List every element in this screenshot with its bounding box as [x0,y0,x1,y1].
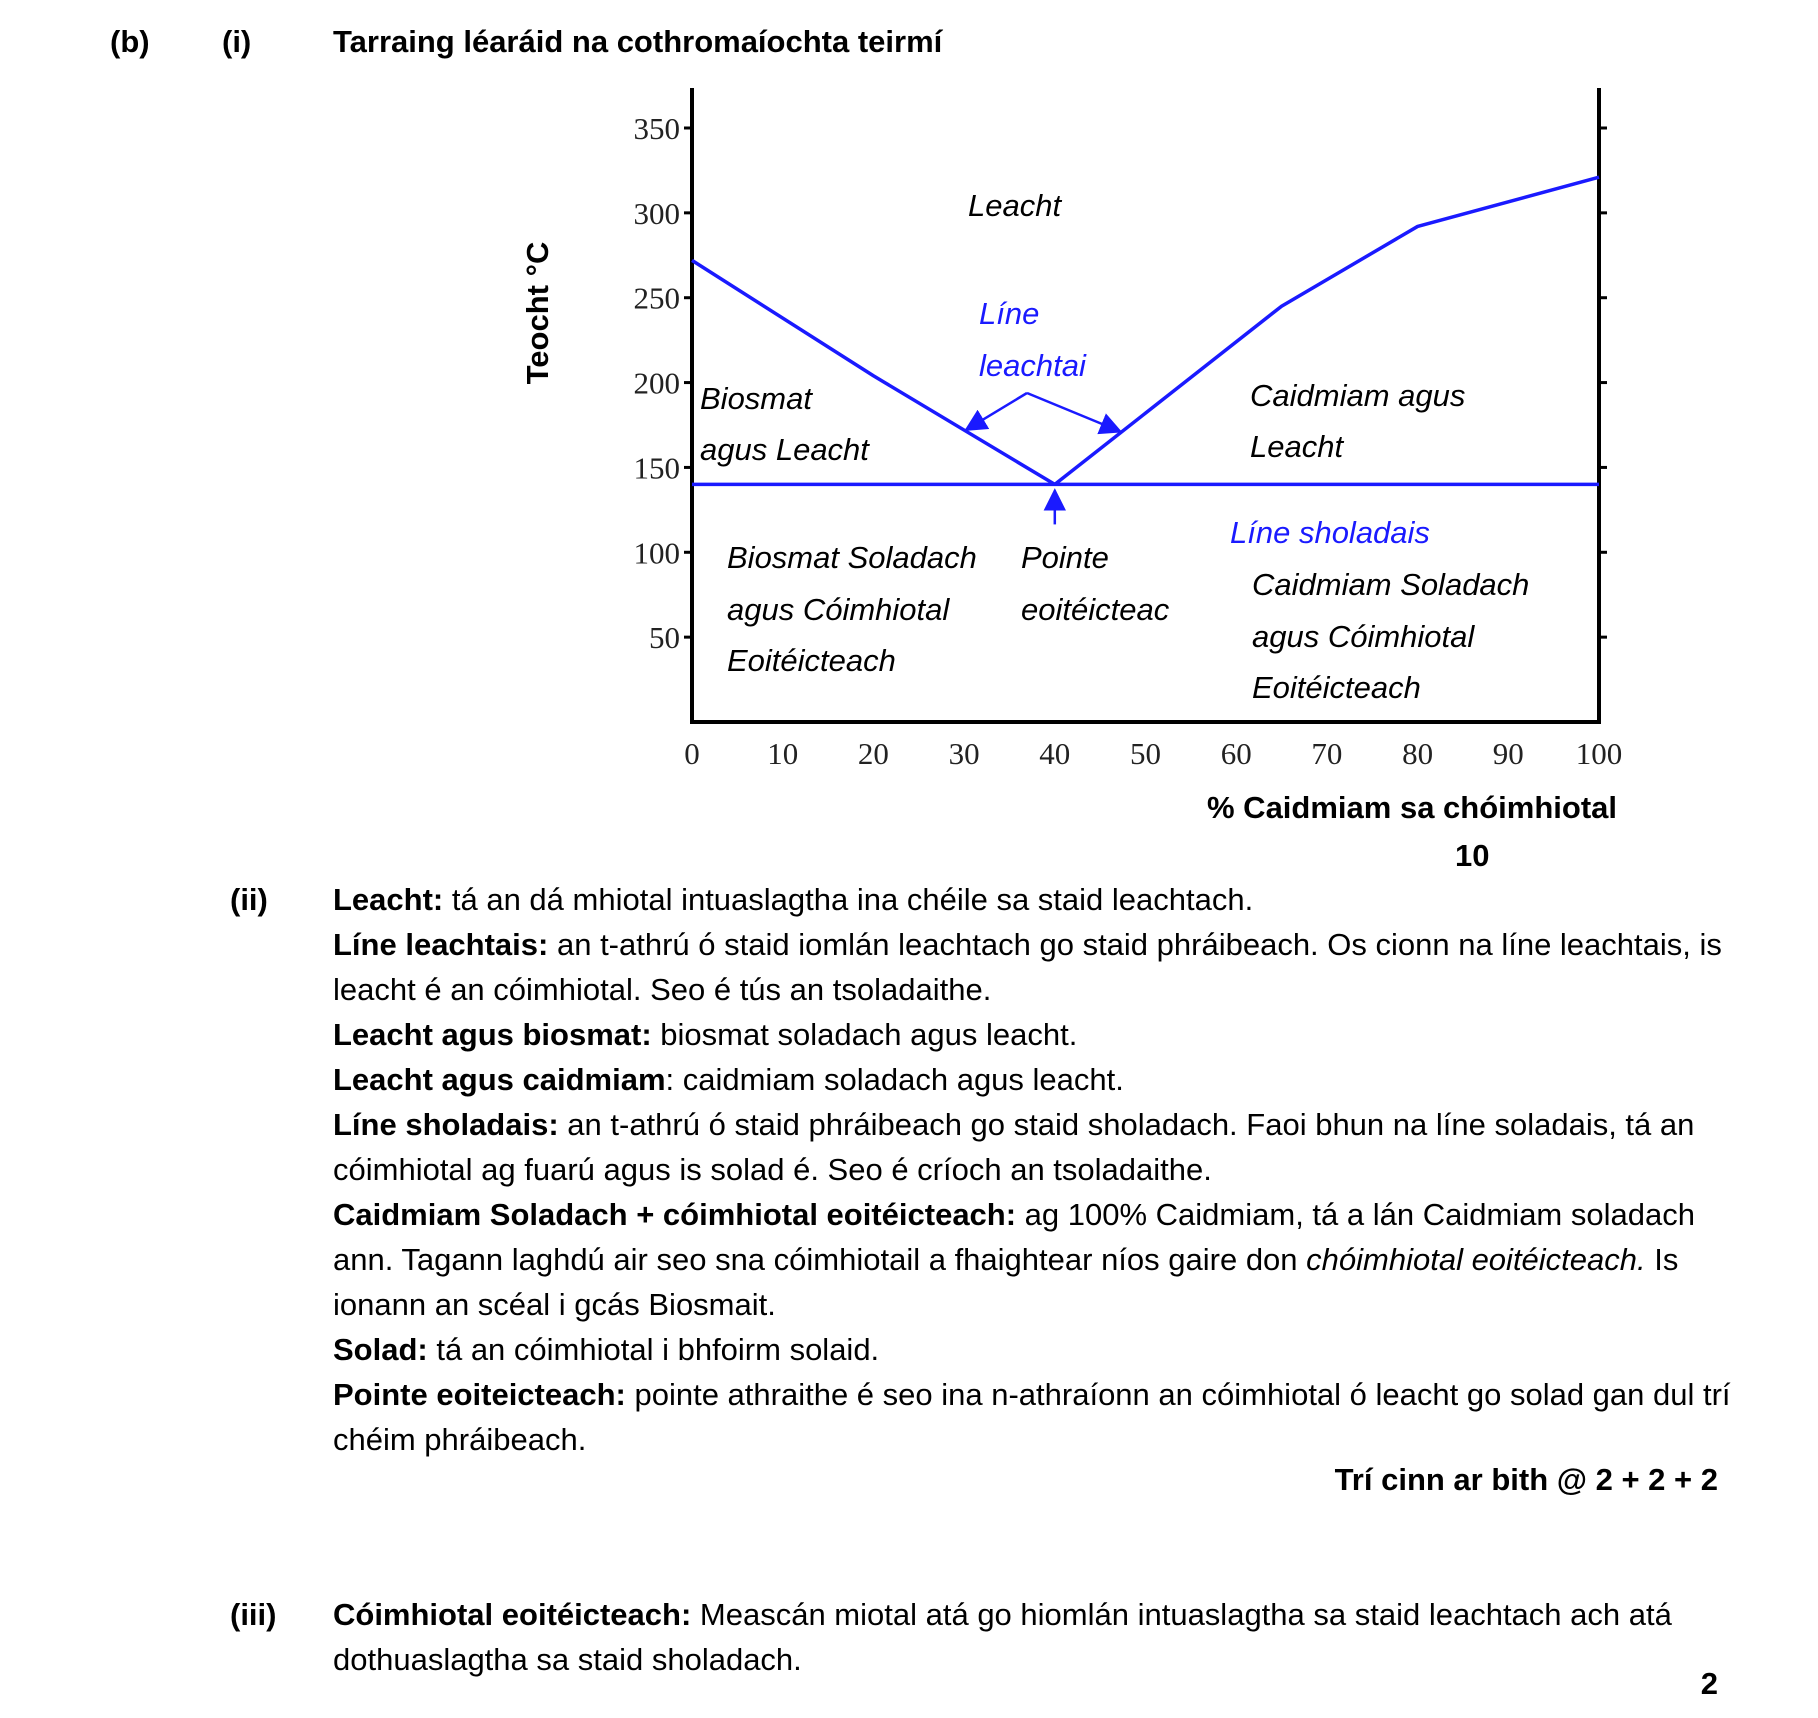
liquidus-arrow-right [1027,393,1120,431]
x-tick-label-30: 30 [948,736,980,771]
x-tick-label-0: 0 [684,736,700,771]
def-pointe: pointe athraithe é seo ina n-athraíonn an cóimhiotal ó leacht go solad gan dul trí chéim phráibeach. [333,1377,1731,1457]
entry-line-leachtais [333,922,1733,1012]
term-leacht: Leacht: [333,882,444,917]
x-tick-label-60: 60 [1220,736,1252,771]
part-ii-body [333,877,1733,1462]
liquidus-arrow-left [966,393,1027,430]
part-iii-marks: 2 [1700,1666,1718,1701]
part-iii-body [333,1592,1733,1682]
part-i-label: (i) [222,24,252,59]
label-cd-liquid-2: Leacht [1250,429,1344,464]
label-bi-solid-2: agus Cóimhiotal [727,592,950,627]
x-axis-title: % Caidmiam sa chóimhiotal [1207,790,1617,825]
def-leacht-biosmat: biosmat soladach agus leacht. [651,1017,1078,1052]
chart-labels [700,188,1529,705]
y-tick-label-200: 200 [633,365,680,401]
def-line-sholadais: an t-athrú ó staid phráibeach go staid sholadach. Faoi bhun na líne soladais, tá an cóimhiotal ag fuarú agus is solad é. Seo é críoch an tsoladaithe. [333,1107,1695,1187]
part-ii-marks: Trí cinn ar bith @ 2 + 2 + 2 [1334,1462,1718,1497]
def-coimhiotal: Meascán miotal atá go hiomlán intuaslagtha sa staid leachtach ach atá dothuaslagtha sa staid sholadach. [333,1597,1672,1677]
entry-solad [333,1327,1733,1372]
x-tick-label-90: 90 [1492,736,1524,771]
term-pointe: Pointe eoiteicteach: [333,1377,626,1412]
label-cd-solid-3: Eoitéicteach [1252,670,1421,705]
chart-axes [520,88,1622,825]
label-bi-solid-3: Eoitéicteach [727,643,896,678]
y-axis-title: Teocht °C [520,241,555,385]
label-cd-solid-2: agus Cóimhiotal [1252,619,1475,654]
x-tick-label-40: 40 [1039,736,1071,771]
y-tick-label-300: 300 [633,195,680,231]
x-tick-label-70: 70 [1311,736,1343,771]
term-coimhiotal: Cóimhiotal eoitéicteach: [333,1597,692,1632]
label-bi-liquid-1: Biosmat [700,381,812,416]
x-tick-label-50: 50 [1130,736,1161,771]
x-tick-label-100: 100 [1575,736,1623,771]
entry-leacht [333,877,1733,922]
part-iii-label: (iii) [230,1597,277,1632]
y-tick-label-250: 250 [633,280,680,316]
label-cd-liquid-1: Caidmiam agus [1250,378,1466,413]
y-tick-label-150: 150 [633,450,680,486]
phase-diagram [0,0,1818,840]
def-caidmiam-a: ag 100% Caidmiam, tá a lán Caidmiam soladach ann. Tagann laghdú air seo sna cóimhiotail a fhaightear níos gaire don [333,1197,1695,1277]
x-tick-label-20: 20 [857,736,889,771]
entry-line-sholadais [333,1102,1733,1192]
label-solidus: Líne sholadais [1230,515,1430,550]
label-bi-solid-1: Biosmat Soladach [727,540,977,575]
y-tick-label-100: 100 [633,535,680,571]
label-eutectic-1: Pointe [1021,540,1109,575]
label-cd-solid-1: Caidmiam Soladach [1252,567,1530,602]
label-liquid: Leacht [968,188,1062,223]
label-eutectic-2: eoitéicteac [1021,592,1170,627]
entry-caidmiam-soladach [333,1192,1733,1327]
term-leacht-biosmat: Leacht agus biosmat: [333,1017,652,1052]
label-liquidus-1: Líne [979,296,1040,331]
entry-leacht-biosmat [333,1012,1733,1057]
def-solad: tá an cóimhiotal i bhfoirm solaid. [427,1332,880,1367]
term-caidmiam-soladach: Caidmiam Soladach + cóimhiotal eoitéicteach: [333,1197,1017,1232]
def-leacht: tá an dá mhiotal intuaslagtha ina chéile sa staid leachtach. [443,882,1254,917]
def-caidmiam-b: Is ionann an scéal i gcás Biosmait. [333,1242,1679,1322]
section-label: (b) [110,24,150,59]
term-leacht-caidmiam: Leacht agus caidmiam [333,1062,666,1097]
entry-leacht-caidmiam [333,1057,1733,1102]
chart-series [692,177,1599,524]
part-ii-label: (ii) [230,882,268,917]
term-solad: Solad: [333,1332,428,1367]
x-tick-label-80: 80 [1402,736,1434,771]
label-bi-liquid-2: agus Leacht [700,432,869,467]
part-i-marks: 10 [1455,838,1490,873]
def-line-leachtais: an t-athrú ó staid iomlán leachtach go staid phráibeach. Os cionn na líne leachtais, is leacht é an cóimhiotal. Seo é tús an tsoladaithe. [333,927,1722,1007]
entry-pointe [333,1372,1733,1462]
label-liquidus-2: leachtai [979,348,1086,383]
x-tick-label-10: 10 [767,736,799,771]
def-leacht-caidmiam: : caidmiam soladach agus leacht. [665,1062,1124,1097]
term-line-sholadais: Líne sholadais: [333,1107,559,1142]
part-i-title: Tarraing léaráid na cothromaíochta teirmí [333,24,943,59]
term-line-leachtais: Líne leachtais: [333,927,549,962]
y-tick-label-50: 50 [649,620,680,656]
y-tick-label-350: 350 [633,111,680,146]
def-caidmiam-italic: chóimhiotal eoitéicteach. [1306,1242,1646,1277]
